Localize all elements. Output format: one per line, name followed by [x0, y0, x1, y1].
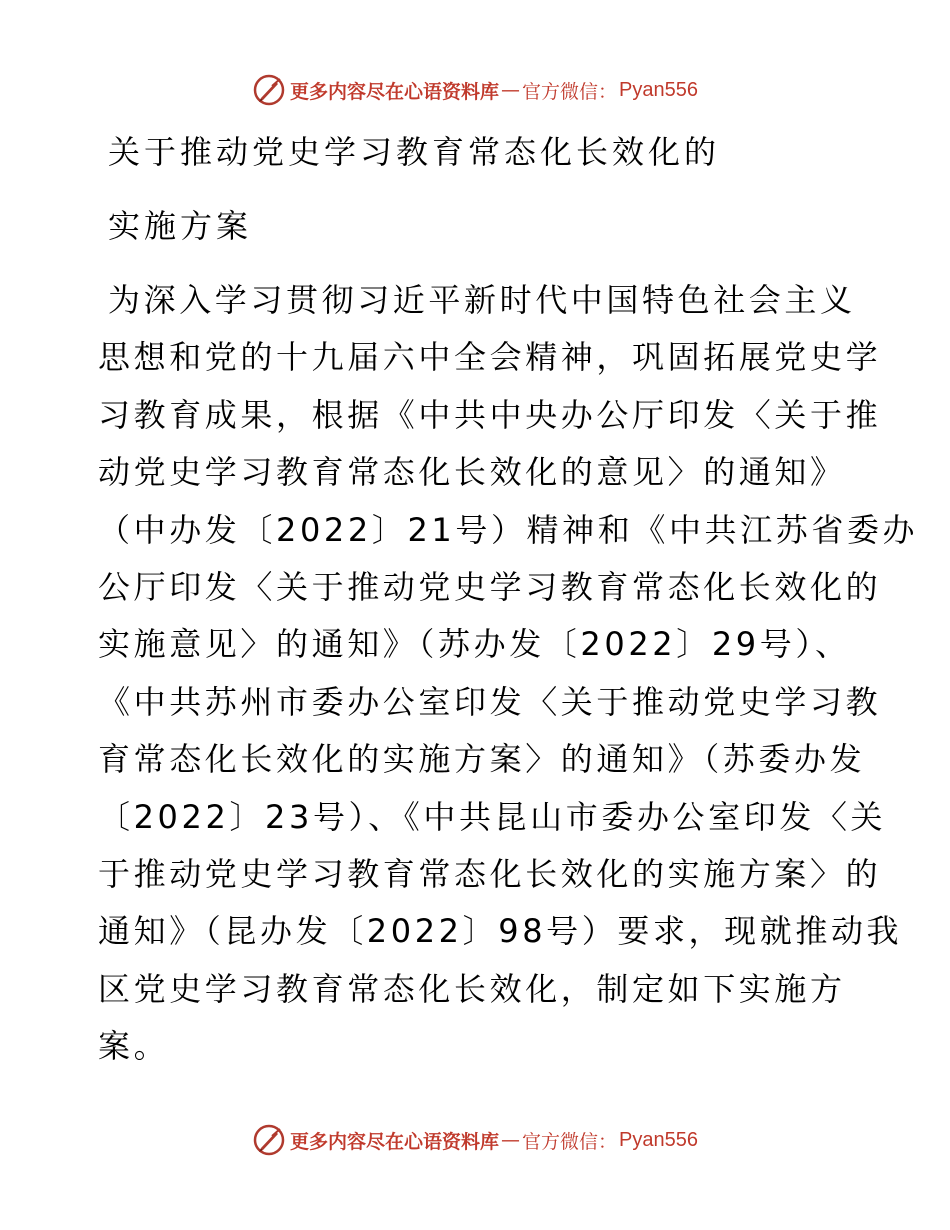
body-line: 为深入学习贯彻习近平新时代中国特色社会主义	[108, 281, 856, 319]
body-line: 〔2022〕23号）、《中共昆山市委办公室印发〈关	[98, 797, 887, 836]
watermark-label: 官方微信：	[522, 80, 618, 103]
body-line: 通知》（昆办发〔2022〕98号）要求，现就推动我	[98, 912, 903, 951]
body-line: 育常态化长效化的实施方案〉的通知》（苏委办发	[98, 740, 866, 779]
watermark-separator: —	[501, 1129, 521, 1151]
footer-watermark	[0, 1120, 950, 1160]
body-line: 动党史学习教育常态化长效化的意见〉的通知》	[98, 453, 846, 492]
watermark-label: 官方微信：	[522, 1130, 618, 1153]
watermark-wechat-id: Pyan556	[619, 1128, 698, 1151]
body-line: 习教育成果，根据《中共中央办公厅印发〈关于推	[98, 395, 882, 434]
body-line: 案。	[98, 1027, 170, 1066]
body-line: 思想和党的十九届六中全会精神，巩固拓展党史学	[98, 338, 882, 377]
body-line: （中办发〔2022〕21号）精神和《中共江苏省委办	[98, 510, 919, 549]
body-line: 公厅印发〈关于推动党史学习教育常态化长效化的	[98, 568, 882, 607]
watermark-site-text: 更多内容尽在心语资料库	[290, 80, 500, 103]
watermark-site-text: 更多内容尽在心语资料库	[290, 1130, 500, 1153]
watermark-wechat-id: Pyan556	[619, 78, 698, 101]
body-line: 实施意见〉的通知》（苏办发〔2022〕29号）、	[98, 625, 851, 664]
header-watermark	[0, 70, 950, 110]
body-line: 《中共苏州市委办公室印发〈关于推动党史学习教	[98, 682, 882, 721]
quill-logo-icon	[252, 1123, 286, 1157]
quill-logo-icon	[252, 73, 286, 107]
body-paragraph	[98, 272, 919, 1076]
document-title-line-2: 实施方案	[108, 207, 253, 245]
body-line: 于推动党史学习教育常态化长效化的实施方案〉的	[98, 855, 882, 894]
body-line: 区党史学习教育常态化长效化，制定如下实施方	[98, 969, 846, 1008]
document-title-line-1: 关于推动党史学习教育常态化长效化的	[108, 133, 721, 171]
watermark-separator: —	[501, 79, 521, 101]
